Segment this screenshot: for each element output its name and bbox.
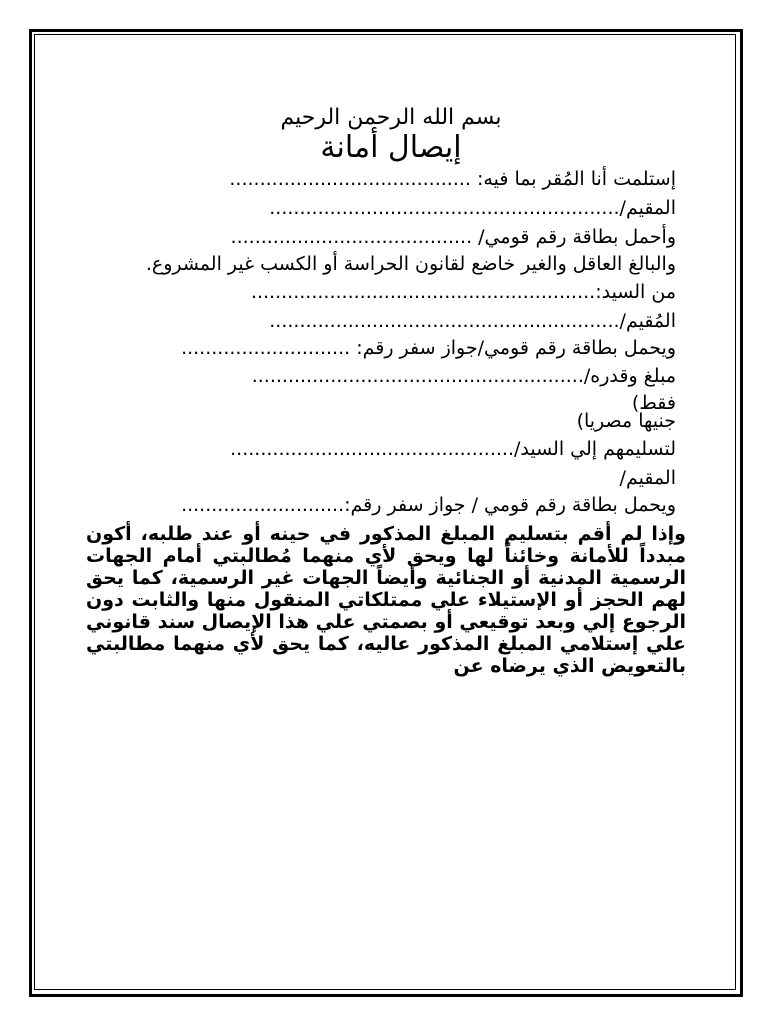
document-title: إيصال أمانة (320, 130, 462, 165)
deliver-id-line: ويحمل بطاقة رقم قومي / جواز سفر رقم:........................... (181, 494, 676, 516)
legal-clause: وإذا لم أقم بتسليم المبلغ المذكور في حينه أو عند طلبه، أكون مبدداً للأمانة وخائناً لها ويحق لأي منهما مُطالبتي أمام الجهات الرسمية المدنية أو الجنائية وأيضاً الجهات غير الرسمية، كما يحق لهم الحجز أو الإستيلاء علي ممتلكاتي المنقول منها والثابت دون الرجوع إلي وبعد توقيعي أو بصمتي علي هذا الإيصال سند قانوني علي إستلامي المبلغ المذكور عاليه، كما يحق لأي منهما مطالبتي بالتعويض الذي يرضاه عن (86, 523, 686, 677)
amount-line: مبلغ وقدره/....................................................... (251, 365, 676, 387)
receipt-document (86, 105, 686, 677)
legal-capacity-statement: والبالغ العاقل والغير خاضع لقانون الحراسة أو الكسب غير المشروع. (145, 253, 676, 275)
sender-id-line: ويحمل بطاقة رقم قومي/جواز سفر رقم: ............................ (181, 337, 676, 359)
receiver-name-line: إستلمت أنا المُقر بما فيه: ........................................ (229, 168, 676, 190)
amount-currency: جنيها مصريا) (576, 410, 676, 432)
sender-name-line: من السيد:......................................................... (250, 281, 676, 303)
receiver-address-line: المقيم/.......................................................... (269, 197, 676, 219)
basmala: بسم الله الرحمن الرحيم (280, 105, 502, 130)
sender-address-line: المُقيم/.......................................................... (269, 310, 676, 332)
amount-words-open: فقط) (631, 392, 676, 414)
deliver-address-line: المقيم/ (619, 467, 676, 489)
receiver-id-line: وأحمل بطاقة رقم قومي/ ........................................ (230, 226, 676, 248)
deliver-to-line: لتسليمهم إلي السيد/............................................... (230, 438, 676, 460)
